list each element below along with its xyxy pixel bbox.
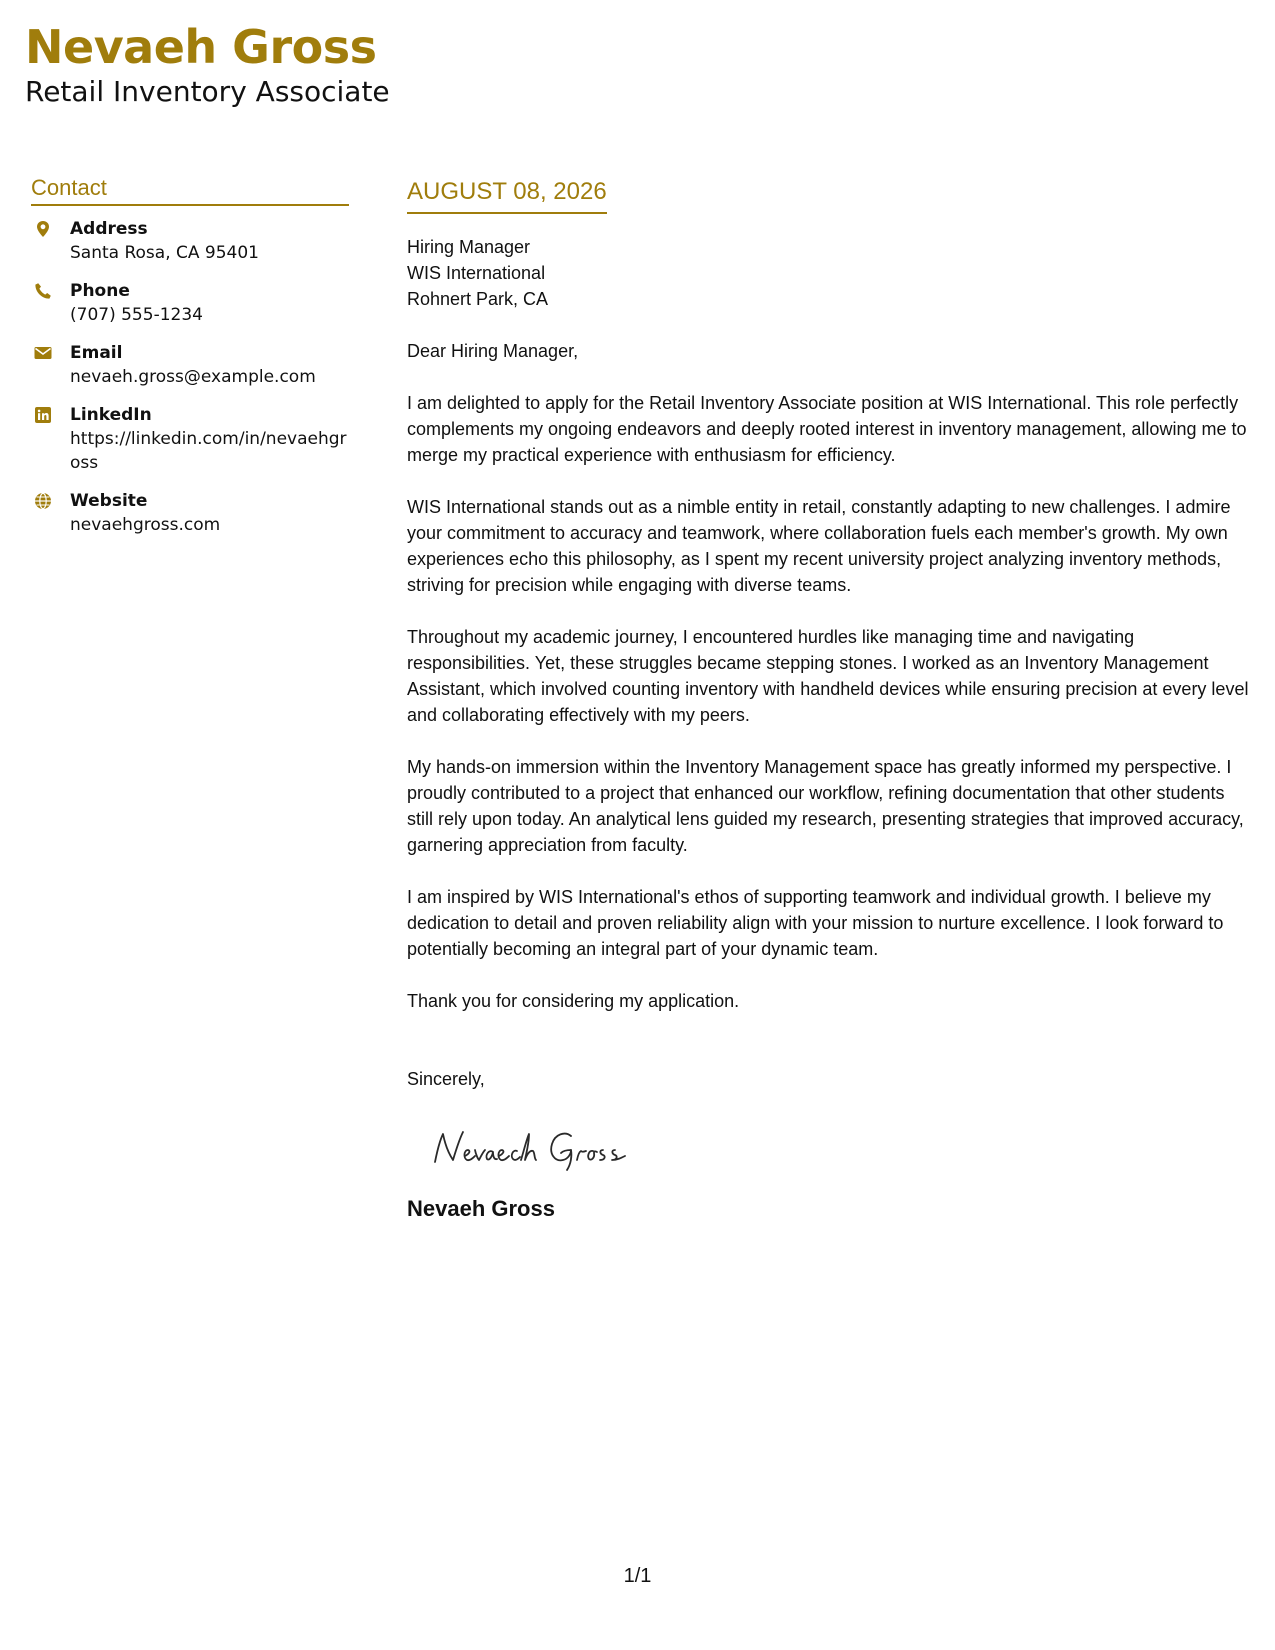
linkedin-link[interactable]: https://linkedin.com/in/nevaehgross <box>70 429 347 473</box>
applicant-name: Nevaeh Gross <box>25 20 377 74</box>
body-paragraph: Thank you for considering my application. <box>407 991 740 1011</box>
signature-image <box>431 1122 651 1174</box>
globe-icon <box>34 492 52 510</box>
contact-sidebar <box>31 175 349 552</box>
header <box>25 22 390 108</box>
body-paragraph: My hands-on immersion within the Inventory Management space has greatly informed my perspective. I proudly contributed to a project that enhanced our workflow, refining documentation that other students still rely upon today. An analytical lens guided my research, presenting strategies that improved accuracy, garnering appreciation from faculty. <box>407 757 1244 855</box>
recipient-line: Rohnert Park, CA <box>407 289 549 309</box>
contact-value: Santa Rosa, CA 95401 <box>70 243 259 263</box>
contact-linkedin <box>31 404 349 475</box>
body-paragraph: WIS International stands out as a nimble entity in retail, constantly adapting to new challenges. I admire your commitment to accuracy and teamwork, where collaboration fuels each member's growth. My own experiences echo this philosophy, as I spent my recent university project analyzing inventory methods, striving for precision while engaging with diverse teams. <box>407 497 1231 595</box>
body-paragraph: I am delighted to apply for the Retail Inventory Associate position at WIS International. This role perfectly complements my ongoing endeavors and deeply rooted interest in inventory management, allowing me to merge my practical experience with enthusiasm for efficiency. <box>407 393 1247 465</box>
page-number: 1/1 <box>623 1565 652 1587</box>
handwritten-signature <box>431 1122 1249 1174</box>
contact-list <box>31 218 349 537</box>
map-pin-icon <box>34 220 52 238</box>
closing: Sincerely, <box>407 1069 485 1089</box>
contact-website <box>31 490 349 537</box>
body-paragraph: I am inspired by WIS International's ethos of supporting teamwork and individual growth. I believe my dedication to detail and proven reliability align with your mission to nurture excellence. I look forward to potentially becoming an integral part of your dynamic team. <box>407 887 1224 959</box>
recipient-block <box>407 234 1249 312</box>
letter-body <box>407 178 1249 1222</box>
website-link[interactable]: nevaehgross.com <box>70 515 221 535</box>
applicant-role: Retail Inventory Associate <box>25 74 390 108</box>
contact-label: LinkedIn <box>70 405 152 425</box>
body-paragraph: Throughout my academic journey, I encountered hurdles like managing time and navigating responsibilities. Yet, these struggles became stepping stones. I worked as an Inventory Management Assistant, which involved counting inventory with handheld devices while ensuring precision at every level and collaborating effectively with my peers. <box>407 627 1249 725</box>
contact-heading: Contact <box>31 175 349 206</box>
contact-label: Address <box>70 219 148 239</box>
salutation: Dear Hiring Manager, <box>407 341 579 361</box>
letter-date: AUGUST 08, 2026 <box>407 178 607 214</box>
contact-label: Email <box>70 343 123 363</box>
contact-address <box>31 218 349 265</box>
contact-value: nevaeh.gross@example.com <box>70 367 316 387</box>
contact-value: (707) 555-1234 <box>70 305 203 325</box>
recipient-line: WIS International <box>407 263 546 283</box>
envelope-icon <box>34 344 52 362</box>
contact-label: Phone <box>70 281 130 301</box>
linkedin-icon <box>34 406 52 424</box>
recipient-line: Hiring Manager <box>407 237 531 257</box>
contact-label: Website <box>70 491 148 511</box>
contact-email <box>31 342 349 389</box>
phone-icon <box>34 282 52 300</box>
contact-phone <box>31 280 349 327</box>
signer-name: Nevaeh Gross <box>407 1196 555 1221</box>
